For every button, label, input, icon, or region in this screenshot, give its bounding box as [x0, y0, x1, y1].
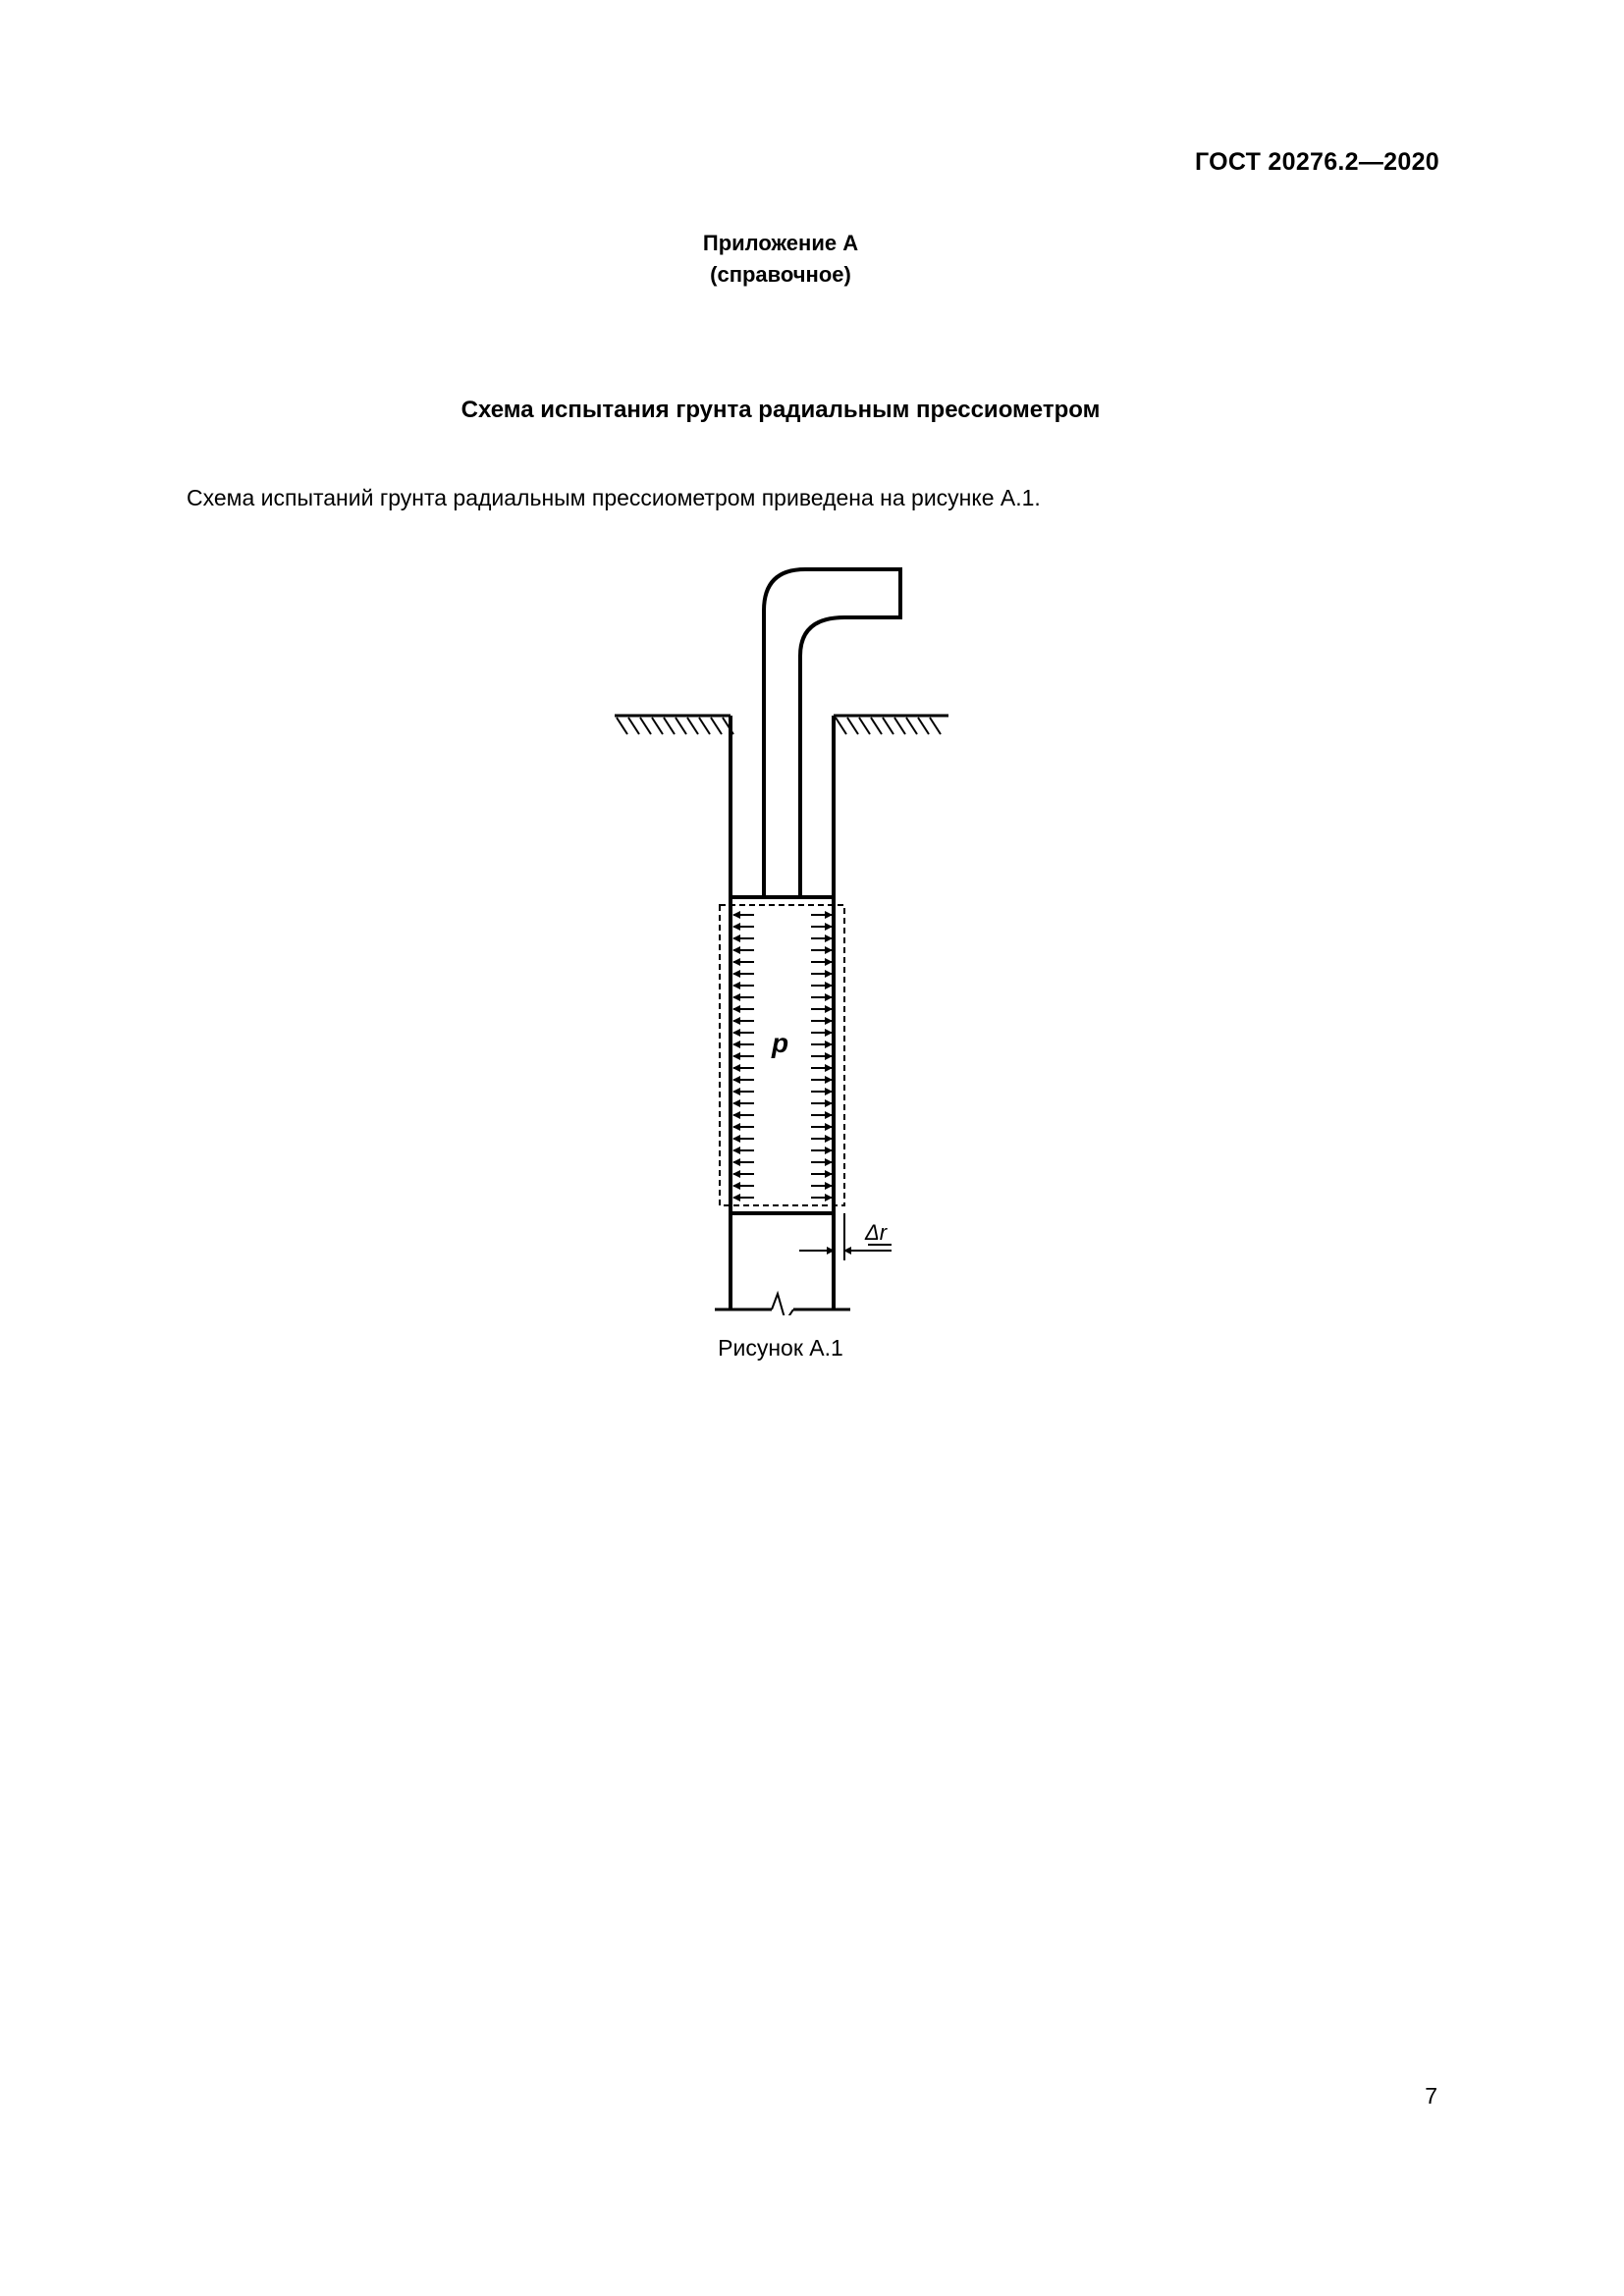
hatch-line — [918, 718, 929, 734]
hatch-line — [836, 718, 846, 734]
hatch-line — [687, 718, 698, 734]
delta-r-label: Δr — [865, 1220, 888, 1245]
hatch-line — [640, 718, 651, 734]
hatch-line — [711, 718, 722, 734]
section-title: Схема испытания грунта радиальным прессиометром — [460, 397, 1101, 423]
borehole — [715, 716, 850, 1315]
pressuremeter-diagram — [607, 560, 960, 1315]
intro-paragraph: Схема испытаний грунта радиальным прессиометром приведена на рисунке А.1. — [187, 485, 1041, 510]
ground-surface — [615, 716, 948, 734]
figure-caption: Рисунок А.1 — [718, 1335, 843, 1361]
hatch-line — [676, 718, 686, 734]
standard-code: ГОСТ 20276.2—2020 — [1194, 148, 1439, 176]
hatch-line — [883, 718, 893, 734]
hatch-line — [871, 718, 882, 734]
hatch-line — [894, 718, 905, 734]
hatch-line — [906, 718, 917, 734]
hatch-line — [664, 718, 675, 734]
hatch-line — [699, 718, 710, 734]
pressure-label: p — [772, 1028, 789, 1058]
appendix-heading — [0, 228, 1561, 291]
hatch-line — [930, 718, 941, 734]
hatch-line — [847, 718, 858, 734]
hatch-line — [652, 718, 663, 734]
hatch-line — [617, 718, 627, 734]
page-number: 7 — [1425, 2083, 1437, 2109]
appendix-note: (справочное) — [710, 262, 851, 287]
appendix-title: Приложение А — [702, 231, 859, 255]
hatch-line — [628, 718, 639, 734]
hatch-line — [859, 718, 870, 734]
